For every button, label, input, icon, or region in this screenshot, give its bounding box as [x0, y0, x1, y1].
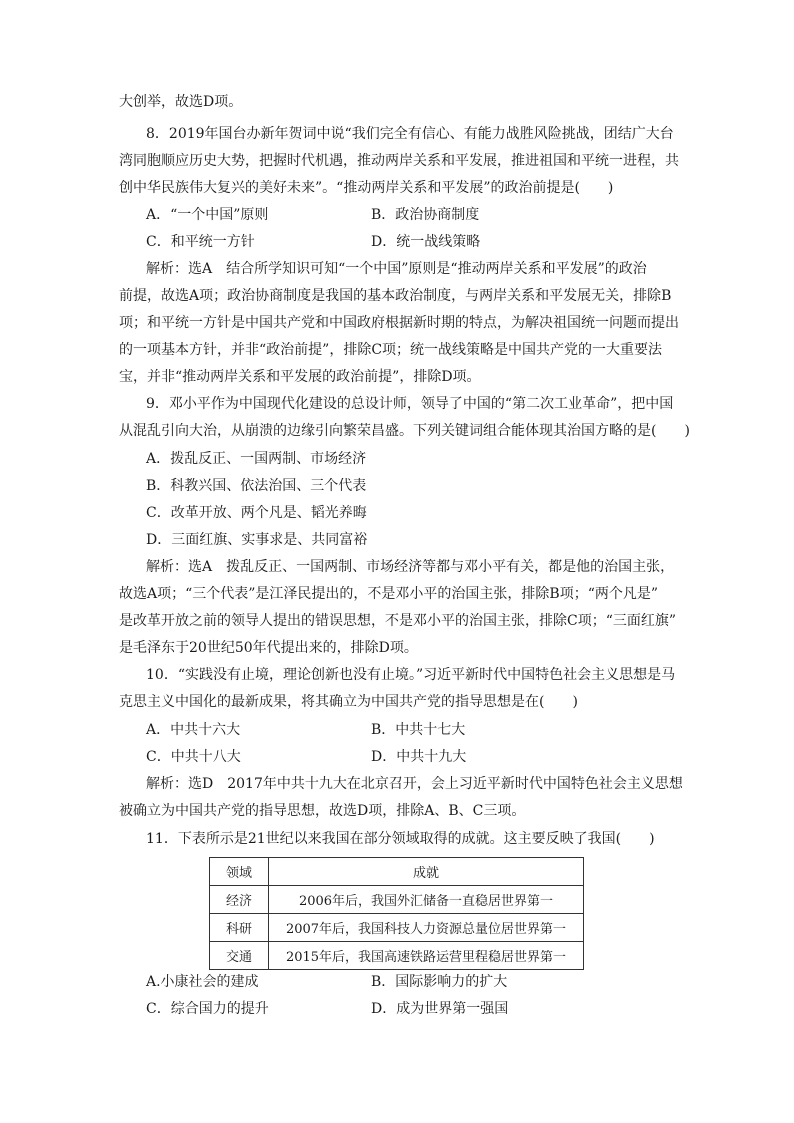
- q8-option-d: D．统一战线策略: [371, 234, 481, 250]
- q9-stem-line-1: 9．邓小平作为中国现代化建设的总设计师，领导了中国的“第二次工业革命”，把中国: [146, 396, 674, 412]
- cell-field: 科研: [210, 914, 269, 942]
- header-field: 领域: [210, 858, 269, 886]
- q8-analysis-line-1: 解析：选A 结合所学知识可知“一个中国”原则是“推动两岸关系和平发展”的政治: [146, 261, 647, 277]
- q8-analysis-line-4: 的一项基本方针，并非“政治前提”，排除C项；统一战线策略是中国共产党的一大重要法: [119, 342, 663, 358]
- q10-option-c: C．中共十八大: [146, 749, 241, 765]
- q11-stem: 11．下表所示是21世纪以来我国在部分领域取得的成就。这主要反映了我国( ): [146, 831, 655, 847]
- q8-option-b: B．政治协商制度: [371, 207, 480, 223]
- q9-stem-line-2: 从混乱引向大治，从崩溃的边缘引向繁荣昌盛。下列关键词组合能体现其治国方略的是( ): [119, 423, 690, 439]
- q8-stem-line-1: 8．2019年国台办新年贺词中说“我们完全有信心、有能力战胜风险挑战，团结广大台: [146, 126, 674, 142]
- table-row: [210, 886, 584, 914]
- q8-option-c: C．和平统一方针: [146, 234, 255, 250]
- q10-analysis-line-1: 解析：选D 2017年中共十九大在北京召开，会上习近平新时代中国特色社会主义思想: [146, 776, 683, 792]
- q10-analysis-line-2: 被确立为中国共产党的指导思想，故选D项，排除A、B、C三项。: [119, 803, 526, 819]
- q10-option-a: A．中共十六大: [146, 722, 241, 738]
- cell-achievement: 2006年后，我国外汇储备一直稳居世界第一: [269, 886, 584, 914]
- q9-analysis-line-4: 是毛泽东于20世纪50年代提出来的，排除D项。: [119, 640, 418, 656]
- q8-analysis-line-3: 项；和平统一方针是中国共产党和中国政府根据新时期的特点，为解决祖国统一问题而提出: [119, 315, 679, 331]
- table-row: [210, 942, 584, 970]
- q10-stem-line-2: 克思主义中国化的最新成果，将其确立为中国共产党的指导思想是在( ): [119, 694, 578, 710]
- previous-answer-tail: 大创举，故选D项。: [119, 94, 243, 110]
- q10-option-d: D．中共十九大: [371, 749, 467, 765]
- q9-option-a: A．拨乱反正、一国两制、市场经济: [146, 451, 367, 467]
- q9-option-d: D．三面红旗、实事求是、共同富裕: [146, 532, 368, 548]
- table-row: [210, 914, 584, 942]
- cell-achievement: 2015年后，我国高速铁路运营里程稳居世界第一: [269, 942, 584, 970]
- q8-analysis-line-2: 前提，故选A项；政治协商制度是我国的基本政治制度，与两岸关系和平发展无关，排除B: [119, 288, 672, 304]
- q9-analysis-line-2: 故选A项；“三个代表”是江泽民提出的，不是邓小平的治国主张，排除B项；“两个凡是”: [119, 586, 659, 602]
- q10-stem-line-1: 10．“实践没有止境，理论创新也没有止境。”习近平新时代中国特色社会主义思想是马: [146, 667, 676, 683]
- q11-option-a: A.小康社会的建成: [146, 974, 259, 990]
- q8-analysis-line-5: 宝，并非“推动两岸关系和平发展的政治前提”，排除D项。: [119, 369, 481, 385]
- cell-achievement: 2007年后，我国科技人力资源总量位居世界第一: [269, 914, 584, 942]
- q11-option-b: B．国际影响力的扩大: [371, 974, 508, 990]
- q8-stem-line-3: 创中华民族伟大复兴的美好未来”。“推动两岸关系和平发展”的政治前提是( ): [119, 180, 614, 196]
- q9-option-c: C．改革开放、两个凡是、韬光养晦: [146, 505, 367, 521]
- cell-field: 经济: [210, 886, 269, 914]
- achievements-table: [209, 857, 584, 970]
- q9-option-b: B．科教兴国、依法治国、三个代表: [146, 478, 367, 494]
- table-header-row: [210, 858, 584, 886]
- q8-stem-line-2: 湾同胞顺应历史大势，把握时代机遇，推动两岸关系和平发展，推进祖国和平统一进程，共: [119, 153, 679, 169]
- q8-option-a: A．“一个中国”原则: [146, 207, 269, 223]
- q11-option-d: D．成为世界第一强国: [371, 1001, 509, 1017]
- q9-analysis-line-1: 解析：选A 拨乱反正、一国两制、市场经济等都与邓小平有关，都是他的治国主张，: [146, 559, 675, 575]
- cell-field: 交通: [210, 942, 269, 970]
- q10-option-b: B．中共十七大: [371, 722, 466, 738]
- q9-analysis-line-3: 是改革开放之前的领导人提出的错误思想，不是邓小平的治国主张，排除C项；“三面红旗”: [119, 613, 677, 629]
- q11-option-c: C．综合国力的提升: [146, 1001, 269, 1017]
- header-achievement: 成就: [269, 858, 584, 886]
